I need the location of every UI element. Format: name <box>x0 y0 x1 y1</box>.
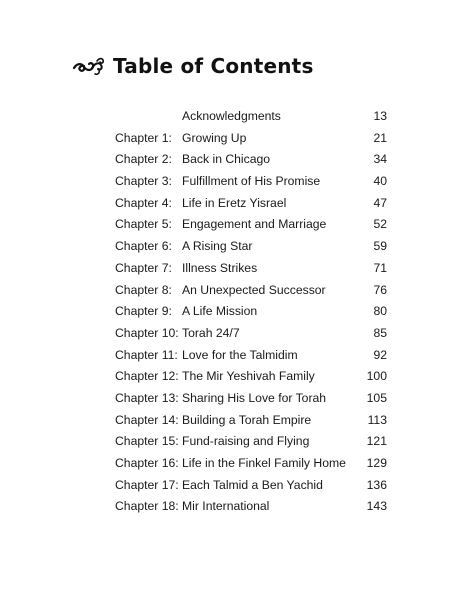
toc-row <box>0 149 460 171</box>
chapter-title: Torah 24/7 <box>182 325 240 340</box>
page-number: 34 <box>373 152 387 167</box>
chapter-title: Growing Up <box>182 130 247 145</box>
page-number: 76 <box>373 282 387 297</box>
chapter-number: Chapter 1: <box>115 130 172 145</box>
page-number: 52 <box>373 217 387 232</box>
page-title: Table of Contents <box>113 54 314 78</box>
chapter-title: Life in Eretz Yisrael <box>182 195 287 210</box>
chapter-number: Chapter 15: <box>115 434 179 449</box>
decorative-flourish-icon <box>72 55 106 77</box>
toc-row <box>0 410 460 432</box>
chapter-number: Chapter 4: <box>115 195 172 210</box>
toc-row <box>0 193 460 215</box>
page-number: 40 <box>373 174 387 189</box>
toc-row <box>0 258 460 280</box>
toc-row <box>0 496 460 518</box>
chapter-title: Sharing His Love for Torah <box>182 390 327 405</box>
chapter-title: Fulfillment of His Promise <box>182 174 321 189</box>
page-number: 92 <box>373 347 387 362</box>
toc-row <box>0 171 460 193</box>
toc-row <box>0 236 460 258</box>
toc-list <box>0 106 460 518</box>
toc-row <box>0 106 460 128</box>
chapter-number: Chapter 16: <box>115 456 179 470</box>
chapter-number: Chapter 5: <box>115 217 172 232</box>
chapter-title: Acknowledgments <box>182 109 281 123</box>
page-number: 80 <box>373 304 387 319</box>
chapter-number: Chapter 8: <box>115 282 172 297</box>
chapter-title: A Rising Star <box>182 239 253 254</box>
chapter-number: Chapter 10: <box>115 325 179 340</box>
chapter-title: Back in Chicago <box>182 152 271 167</box>
chapter-title: Life in the Finkel Family Home <box>182 456 346 470</box>
chapter-number: Chapter 7: <box>115 260 172 275</box>
chapter-number: Chapter 13: <box>115 390 179 405</box>
chapter-number: Chapter 17: <box>115 477 179 492</box>
chapter-number: Chapter 18: <box>115 499 179 514</box>
page-number: 71 <box>373 260 387 275</box>
page-number: 113 <box>367 412 387 427</box>
toc-row <box>0 475 460 497</box>
chapter-number: Chapter 6: <box>115 239 172 254</box>
chapter-title: Fund-raising and Flying <box>182 434 310 449</box>
chapter-number: Chapter 2: <box>115 152 172 167</box>
toc-row <box>0 214 460 236</box>
toc-heading <box>72 51 314 81</box>
toc-row <box>0 366 460 388</box>
chapter-title: Illness Strikes <box>182 260 258 275</box>
chapter-title: Mir International <box>182 499 270 514</box>
page-number: 13 <box>373 109 387 123</box>
page-number: 105 <box>366 390 387 405</box>
chapter-number: Chapter 14: <box>115 412 179 427</box>
page-number: 121 <box>366 434 387 449</box>
page-number: 59 <box>373 239 387 254</box>
page-number: 129 <box>366 456 387 470</box>
toc-row <box>0 280 460 302</box>
toc-row <box>0 431 460 453</box>
chapter-title: Each Talmid a Ben Yachid <box>182 477 323 492</box>
toc-row <box>0 453 460 475</box>
chapter-title: Love for the Talmidim <box>182 347 298 362</box>
chapter-title: Building a Torah Empire <box>182 412 312 427</box>
chapter-title: A Life Mission <box>182 304 258 319</box>
toc-row <box>0 301 460 323</box>
chapter-number: Chapter 3: <box>115 174 172 189</box>
page-number: 85 <box>373 325 387 340</box>
chapter-number: Chapter 11: <box>115 347 178 362</box>
page-number: 100 <box>366 369 387 384</box>
chapter-title: The Mir Yeshivah Family <box>182 369 315 384</box>
page-number: 136 <box>366 477 387 492</box>
page-number: 21 <box>373 130 387 145</box>
toc-row <box>0 323 460 345</box>
toc-row <box>0 128 460 150</box>
page-number: 47 <box>373 195 387 210</box>
toc-row <box>0 388 460 410</box>
chapter-title: Engagement and Marriage <box>182 217 327 232</box>
chapter-number: Chapter 12: <box>115 369 179 384</box>
chapter-number: Chapter 9: <box>115 304 172 319</box>
chapter-title: An Unexpected Successor <box>182 282 326 297</box>
toc-row <box>0 345 460 367</box>
page-number: 143 <box>366 499 387 514</box>
